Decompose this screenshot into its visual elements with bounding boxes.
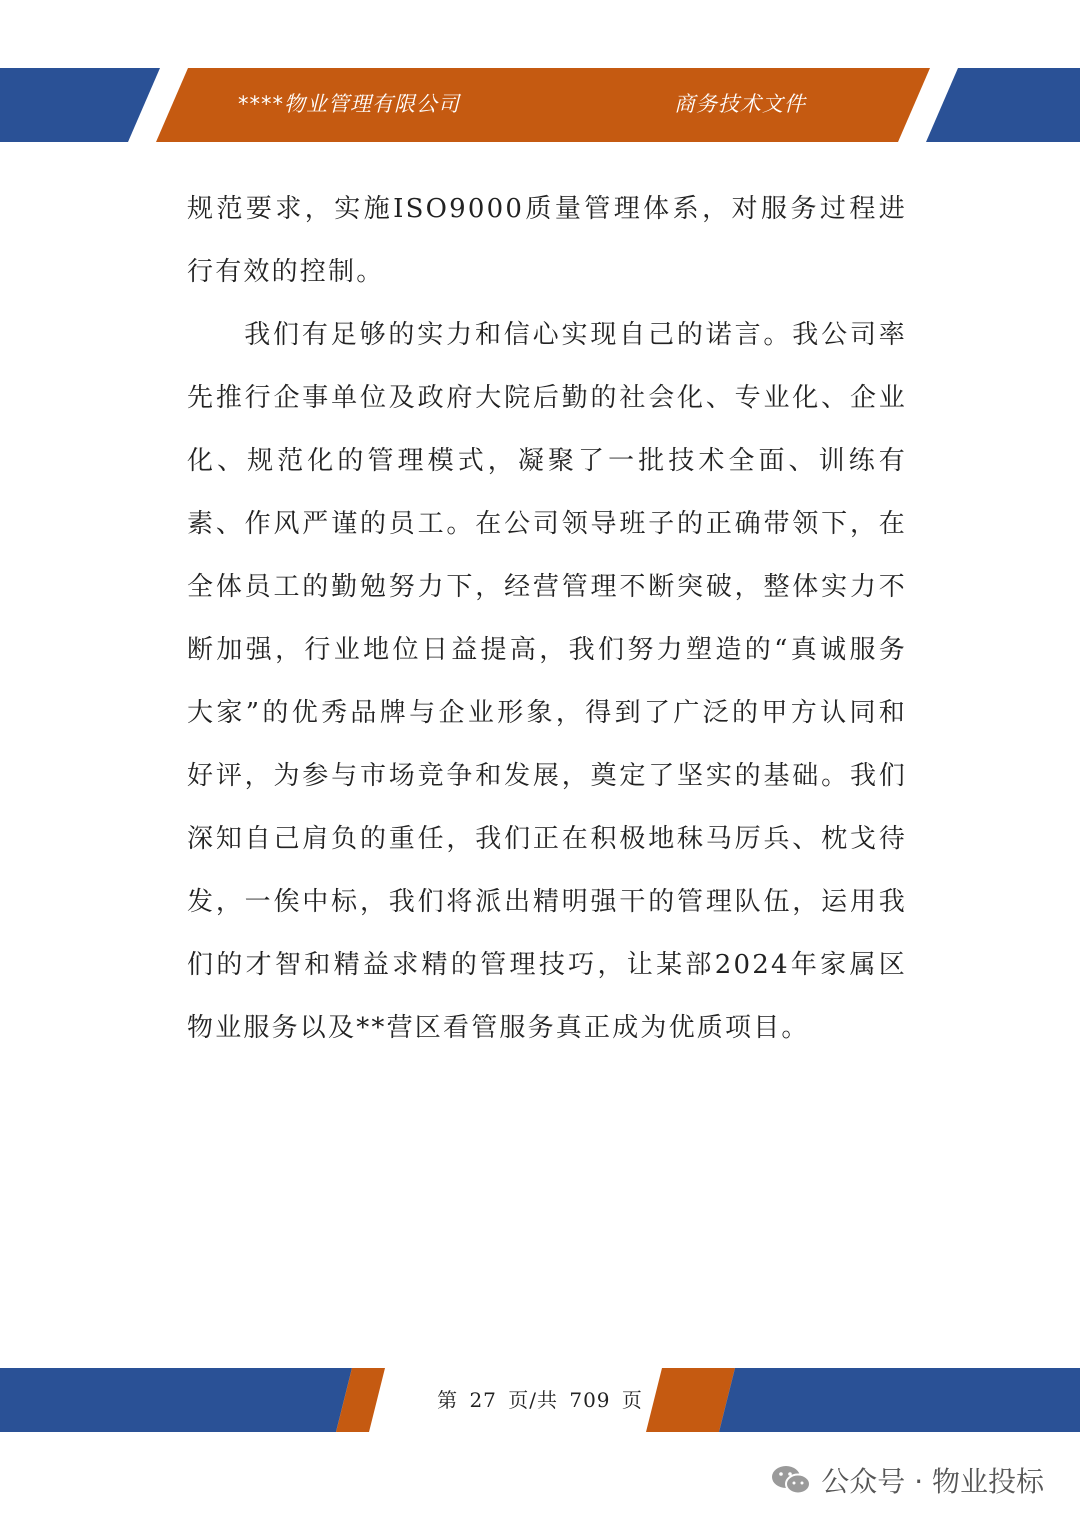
document-body [187,178,907,1060]
page-number [0,1384,1080,1413]
header-doc-type: 商务技术文件 [674,92,806,116]
paragraph-1: 规范要求，实施ISO9000质量管理体系，对服务过程进行有效的控制。 [187,194,907,287]
page-mid: 页/共 [508,1388,558,1412]
header-banner [0,68,1080,142]
header-blue-left [0,68,160,142]
page-total: 709 [569,1388,611,1412]
paragraph-2: 我们有足够的实力和信心实现自己的诺言。我公司率先推行企事单位及政府大院后勤的社会化、专业化、企业化、规范化的管理模式，凝聚了一批技术全面、训练有素、作风严谨的员工。在公司领导班子的正确带领下，在全体员工的勤勉努力下，经营管理不断突破，整体实力不断加强，行业地位日益提高，我们努力塑造的“真诚服务大家”的优秀品牌与企业形象，得到了广泛的甲方认同和好评，为参与市场竞争和发展，奠定了坚实的基础。我们深知自己肩负的重任，我们正在积极地秣马厉兵、枕戈待发，一俟中标，我们将派出精明强干的管理队伍，运用我们的才智和精益求精的管理技巧，让某部2024年家属区物业服务以及**营区看管服务真正成为优质项目。 [187,320,907,1043]
wechat-icon [771,1463,811,1497]
page-current: 27 [469,1388,497,1412]
page-suffix: 页 [621,1388,643,1412]
header-company: ****物业管理有限公司 [238,92,460,116]
watermark-text: 公众号 · 物业投标 [821,1465,1044,1498]
page-prefix: 第 [437,1388,459,1412]
header-blue-right [926,68,1080,142]
watermark [771,1460,1044,1500]
